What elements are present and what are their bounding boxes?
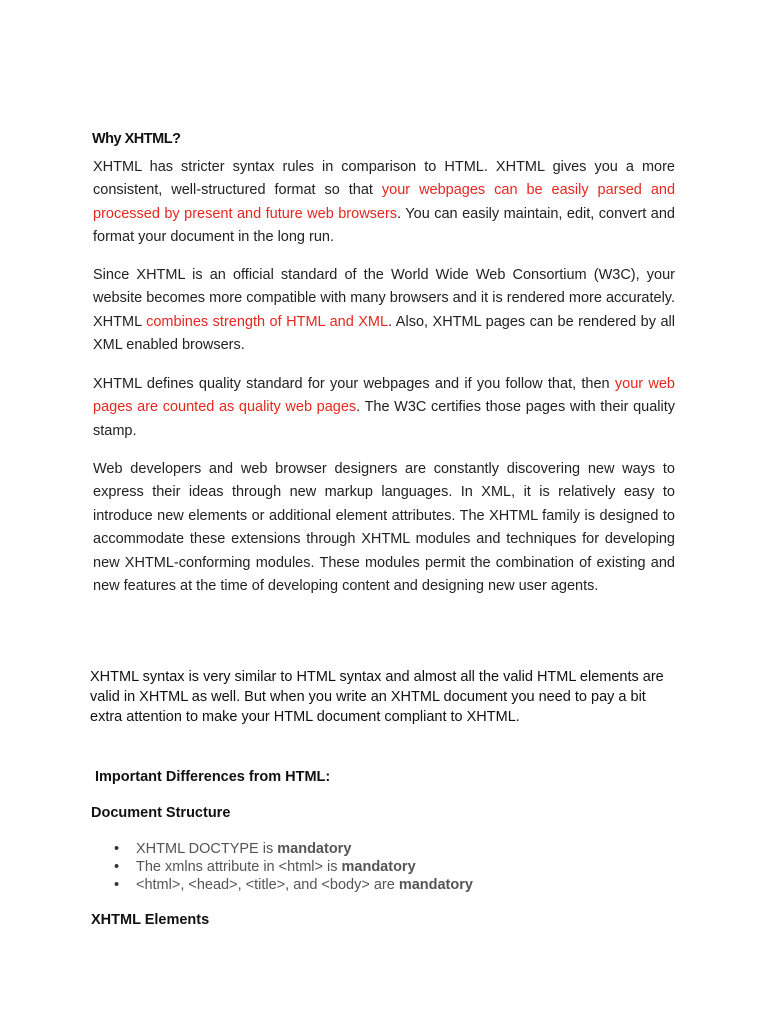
xhtml-elements-heading: XHTML Elements xyxy=(91,912,210,928)
bullet-icon: • xyxy=(114,877,120,893)
list-item-text: The xmlns attribute in <html> is xyxy=(136,859,342,875)
paragraph-quality-standard xyxy=(93,373,675,443)
list-item xyxy=(91,840,473,858)
paragraph-stricter-syntax xyxy=(93,156,675,250)
why-xhtml-heading: Why XHTML? xyxy=(92,131,181,147)
text-run: XHTML defines quality standard for your webpages and if you follow that, then xyxy=(93,376,615,392)
highlighted-phrase: your web pages are counted as quality web pages xyxy=(93,376,675,416)
text-run: Since XHTML is an official standard of the World Wide Web Consortium (W3C), your website becomes more compatible with many browsers and it is rendered more accurately. XHTML xyxy=(93,267,675,330)
document-structure-heading: Document Structure xyxy=(91,805,231,821)
document-structure-list xyxy=(91,840,473,894)
text-run: Web developers and web browser designers are constantly discovering new ways to express their ideas through new markup languages. In XML, it is relatively easy to introduce new elements or additional element attributes. The XHTML family is designed to accommodate these extensions through XHTML modules and techniques for developing new XHTML-conforming modules. These modules permit the combination of existing and new features at the time of developing content and designing new user agents. xyxy=(93,461,675,595)
text-run: XHTML has stricter syntax rules in comparison to HTML. XHTML gives you a more consistent, well-structured format so that xyxy=(93,159,675,199)
highlighted-phrase: combines strength of HTML and XML xyxy=(146,313,389,330)
paragraph-extensibility xyxy=(93,458,675,598)
list-item-emphasis: mandatory xyxy=(398,877,473,893)
bullet-icon: • xyxy=(114,859,120,875)
important-differences-heading: Important Differences from HTML: xyxy=(95,769,331,785)
bullet-icon: • xyxy=(114,841,120,857)
list-item-emphasis: mandatory xyxy=(277,841,352,857)
text-run: . The W3C certifies those pages with their quality stamp. xyxy=(93,399,676,439)
list-item-text: XHTML DOCTYPE is xyxy=(136,841,278,857)
list-item xyxy=(91,876,473,894)
text-run: . Also, XHTML pages can be rendered by all XML enabled browsers. xyxy=(93,313,675,354)
list-item-emphasis: mandatory xyxy=(341,859,416,875)
list-item-text: <html>, <head>, <title>, and <body> are xyxy=(136,877,399,893)
paragraph-w3c-standard xyxy=(93,264,675,358)
paragraph-syntax-similarity: XHTML syntax is very similar to HTML syntax and almost all the valid HTML elements are valid in XHTML as well. But when you write an XHTML document you need to pay a bit extra attention to make your HTML document compliant to XHTML. xyxy=(90,669,664,725)
list-item xyxy=(91,858,473,876)
text-run: . You can easily maintain, edit, convert and format your document in the long run. xyxy=(93,205,675,246)
highlighted-phrase: your webpages can be easily parsed and processed by present and future web browsers xyxy=(93,182,676,222)
